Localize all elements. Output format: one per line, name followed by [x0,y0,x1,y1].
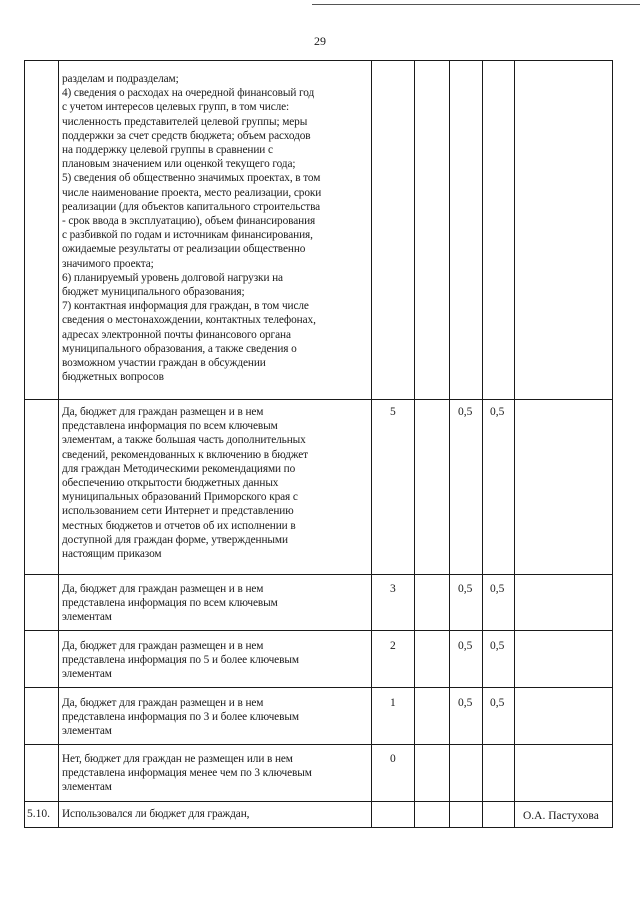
row-number: 5.10. [27,808,50,820]
coefficient-value: 0,5 [458,406,473,418]
criterion-text: Использовался ли бюджет для граждан, [62,808,250,820]
score-value: 0 [390,753,396,765]
criterion-text: Да, бюджет для граждан размещен и в нем представлена информация по всем ключевым элементам [62,583,278,624]
responsible-person: О.А. Пастухова [523,810,599,822]
column-divider [414,60,415,828]
row-divider [24,574,613,575]
score-value: 5 [390,406,396,418]
score-value: 3 [390,583,396,595]
page-number: 29 [314,34,326,48]
criterion-text: Да, бюджет для граждан размещен и в нем представлена информация по 5 и более ключевым элементам [62,640,299,681]
column-divider [449,60,450,828]
coefficient-value: 0,5 [458,697,473,709]
row-divider [24,744,613,745]
row-divider [24,399,613,400]
top-rule [312,4,640,5]
column-divider [58,60,59,828]
row-divider [24,801,613,802]
criterion-text: Да, бюджет для граждан размещен и в нем представлена информация по 3 и более ключевым элементам [62,697,299,738]
row-divider [24,630,613,631]
column-divider [482,60,483,828]
criterion-text: Да, бюджет для граждан размещен и в нем представлена информация по всем ключевым элементам, а также большая часть дополнительных сведений, рекомендованных к включению в бюджет для граждан Методическими рекомендациями по обеспечению открытости бюджетных данных муниципальных образований Приморского края с использованием сети Интернет и представлению местных бюджетов и отчетов об их исполнении в доступной для граждан форме, утвержденными настоящим приказом [62,406,309,561]
coefficient-value: 0,5 [490,583,505,595]
criteria-table [24,60,613,828]
coefficient-value: 0,5 [490,640,505,652]
coefficient-value: 0,5 [490,697,505,709]
column-divider [514,60,515,828]
row-divider [24,687,613,688]
coefficient-value: 0,5 [458,640,473,652]
coefficient-value: 0,5 [458,583,473,595]
column-divider [371,60,372,828]
coefficient-value: 0,5 [490,406,505,418]
criterion-text: Нет, бюджет для граждан не размещен или в нем представлена информация менее чем по 3 ключевым элементам [62,753,312,794]
score-value: 2 [390,640,396,652]
criterion-text: разделам и подразделам; 4) сведения о расходах на очередной финансовый год с учетом интересов целевых групп, в том числе: численность представителей целевой группы; меры поддержки за счет средств бюджета; объем расходов на поддержку целевой группы в сравнении с плановым значением или оценкой текущего года; 5) сведения об общественно значимых проектах, в том числе наименование проекта, место реализации, сроки реализации (для объектов капитального строительства - срок ввода в эксплуатацию), объем финансирования с разбивкой по годам и источникам финансирования, ожидаемые результаты от реализации общественно значимого проекта; 6) планируемый уровень долговой нагрузки на бюджет муниципального образования; 7) контактная информация для граждан, в том числе сведения о местонахождении, контактных телефонах, адресах электронной почты финансового органа муниципального образования, а также сведения о возможном участии граждан в обсуждении бюджетных вопросов [62,73,322,384]
score-value: 1 [390,697,396,709]
